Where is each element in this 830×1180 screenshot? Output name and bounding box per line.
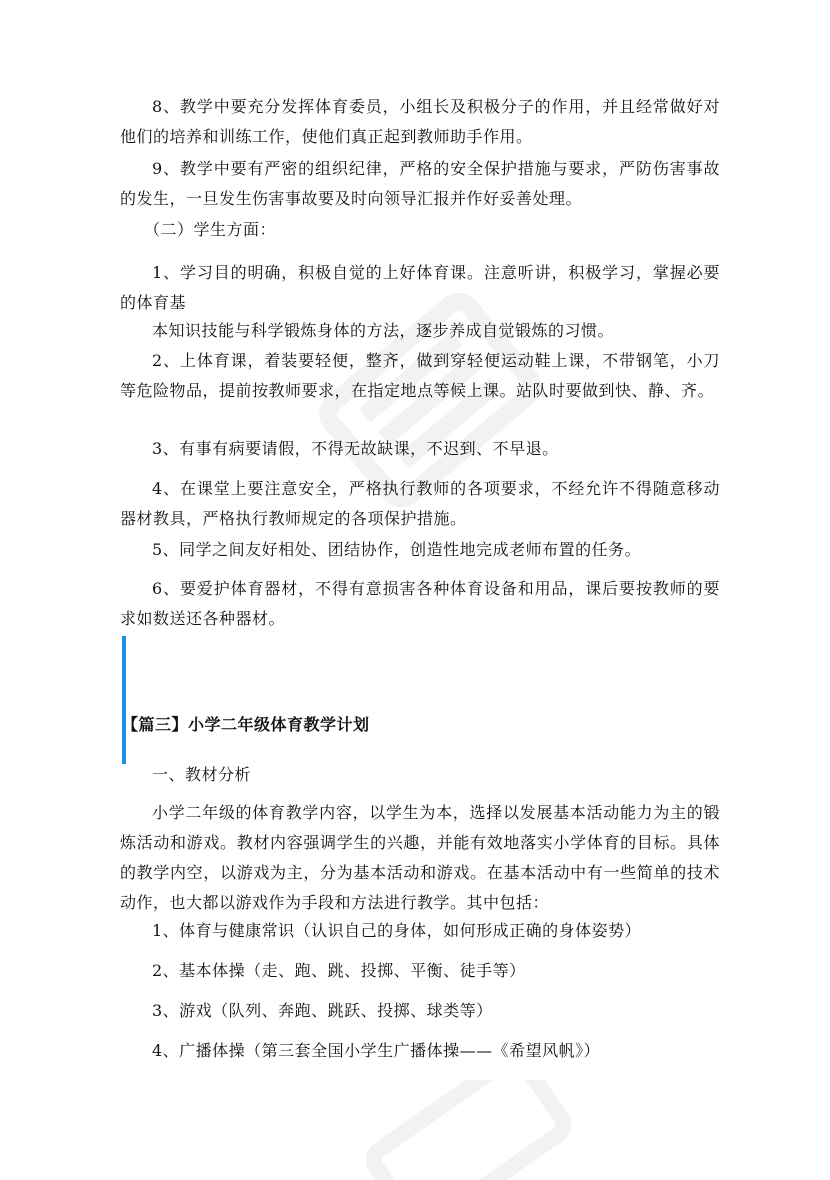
paragraph-student-5: 5、同学之间友好相处、团结协作，创造性地完成老师布置的任务。 — [152, 540, 642, 559]
list-item-4: 4、广播体操（第三套全国小学生广播体操——《希望风帆》） — [152, 1041, 601, 1060]
list-item-3: 3、游戏（队列、奔跑、跳跃、投掷、球类等） — [152, 1001, 493, 1020]
watermark-graphic-bottom — [340, 1080, 580, 1180]
paragraph-intro: 小学二年级的体育教学内容，以学生为本，选择以发展基本活动能力为主的锻炼活动和游戏。教材内容强调学生的兴趣，并能有效地落实小学体育的目标。具体的教学内空，以游戏为主，分为基本活动和游戏。在基本活动中有一些简单的技术动作，也大都以游戏作为手段和方法进行教学。其中包括： — [120, 803, 720, 912]
paragraph-student-1: 1、学习目的明确，积极自觉的上好体育课。注意听讲，积极学习，掌握必要的体育基 — [120, 263, 720, 312]
paragraph-item-9: 9、教学中要有严密的组织纪律，严格的安全保护措施与要求，严防伤害事故的发生，一旦发生伤害事故要及时向领导汇报并作好妥善处理。 — [120, 159, 720, 208]
subheading-material-analysis: 一、教材分析 — [152, 765, 252, 784]
section-accent-bar — [122, 636, 126, 764]
list-item-2: 2、基本体操（走、跑、跳、投掷、平衡、徒手等） — [152, 961, 526, 980]
list-item-1: 1、体育与健康常识（认识自己的身体，如何形成正确的身体姿势） — [152, 921, 642, 940]
paragraph-student-1-cont: 本知识技能与科学锻炼身体的方法，逐步养成自觉锻炼的习惯。 — [152, 321, 615, 340]
section-three-title: 【篇三】小学二年级体育教学计划 — [122, 715, 370, 734]
paragraph-student-4: 4、在课堂上要注意安全，严格执行教师的各项要求，不经允许不得随意移动器材教具，严格执行教师规定的各项保护措施。 — [120, 479, 720, 528]
paragraph-item-8: 8、教学中要充分发挥体育委员，小组长及积极分子的作用，并且经常做好对他们的培养和训练工作，使他们真正起到教师助手作用。 — [120, 97, 720, 146]
paragraph-student-6: 6、要爱护体育器材，不得有意损害各种体育设备和用品，课后要按教师的要求如数送还各种器材。 — [120, 579, 720, 628]
subheading-students: （二）学生方面： — [144, 220, 277, 239]
paragraph-student-2: 2、上体育课，着装要轻便，整齐，做到穿轻便运动鞋上课，不带钢笔，小刀等危险物品，提前按教师要求，在指定地点等候上课。站队时要做到快、静、齐。 — [120, 351, 720, 400]
paragraph-student-3: 3、有事有病要请假，不得无故缺课，不迟到、不早退。 — [152, 439, 559, 458]
